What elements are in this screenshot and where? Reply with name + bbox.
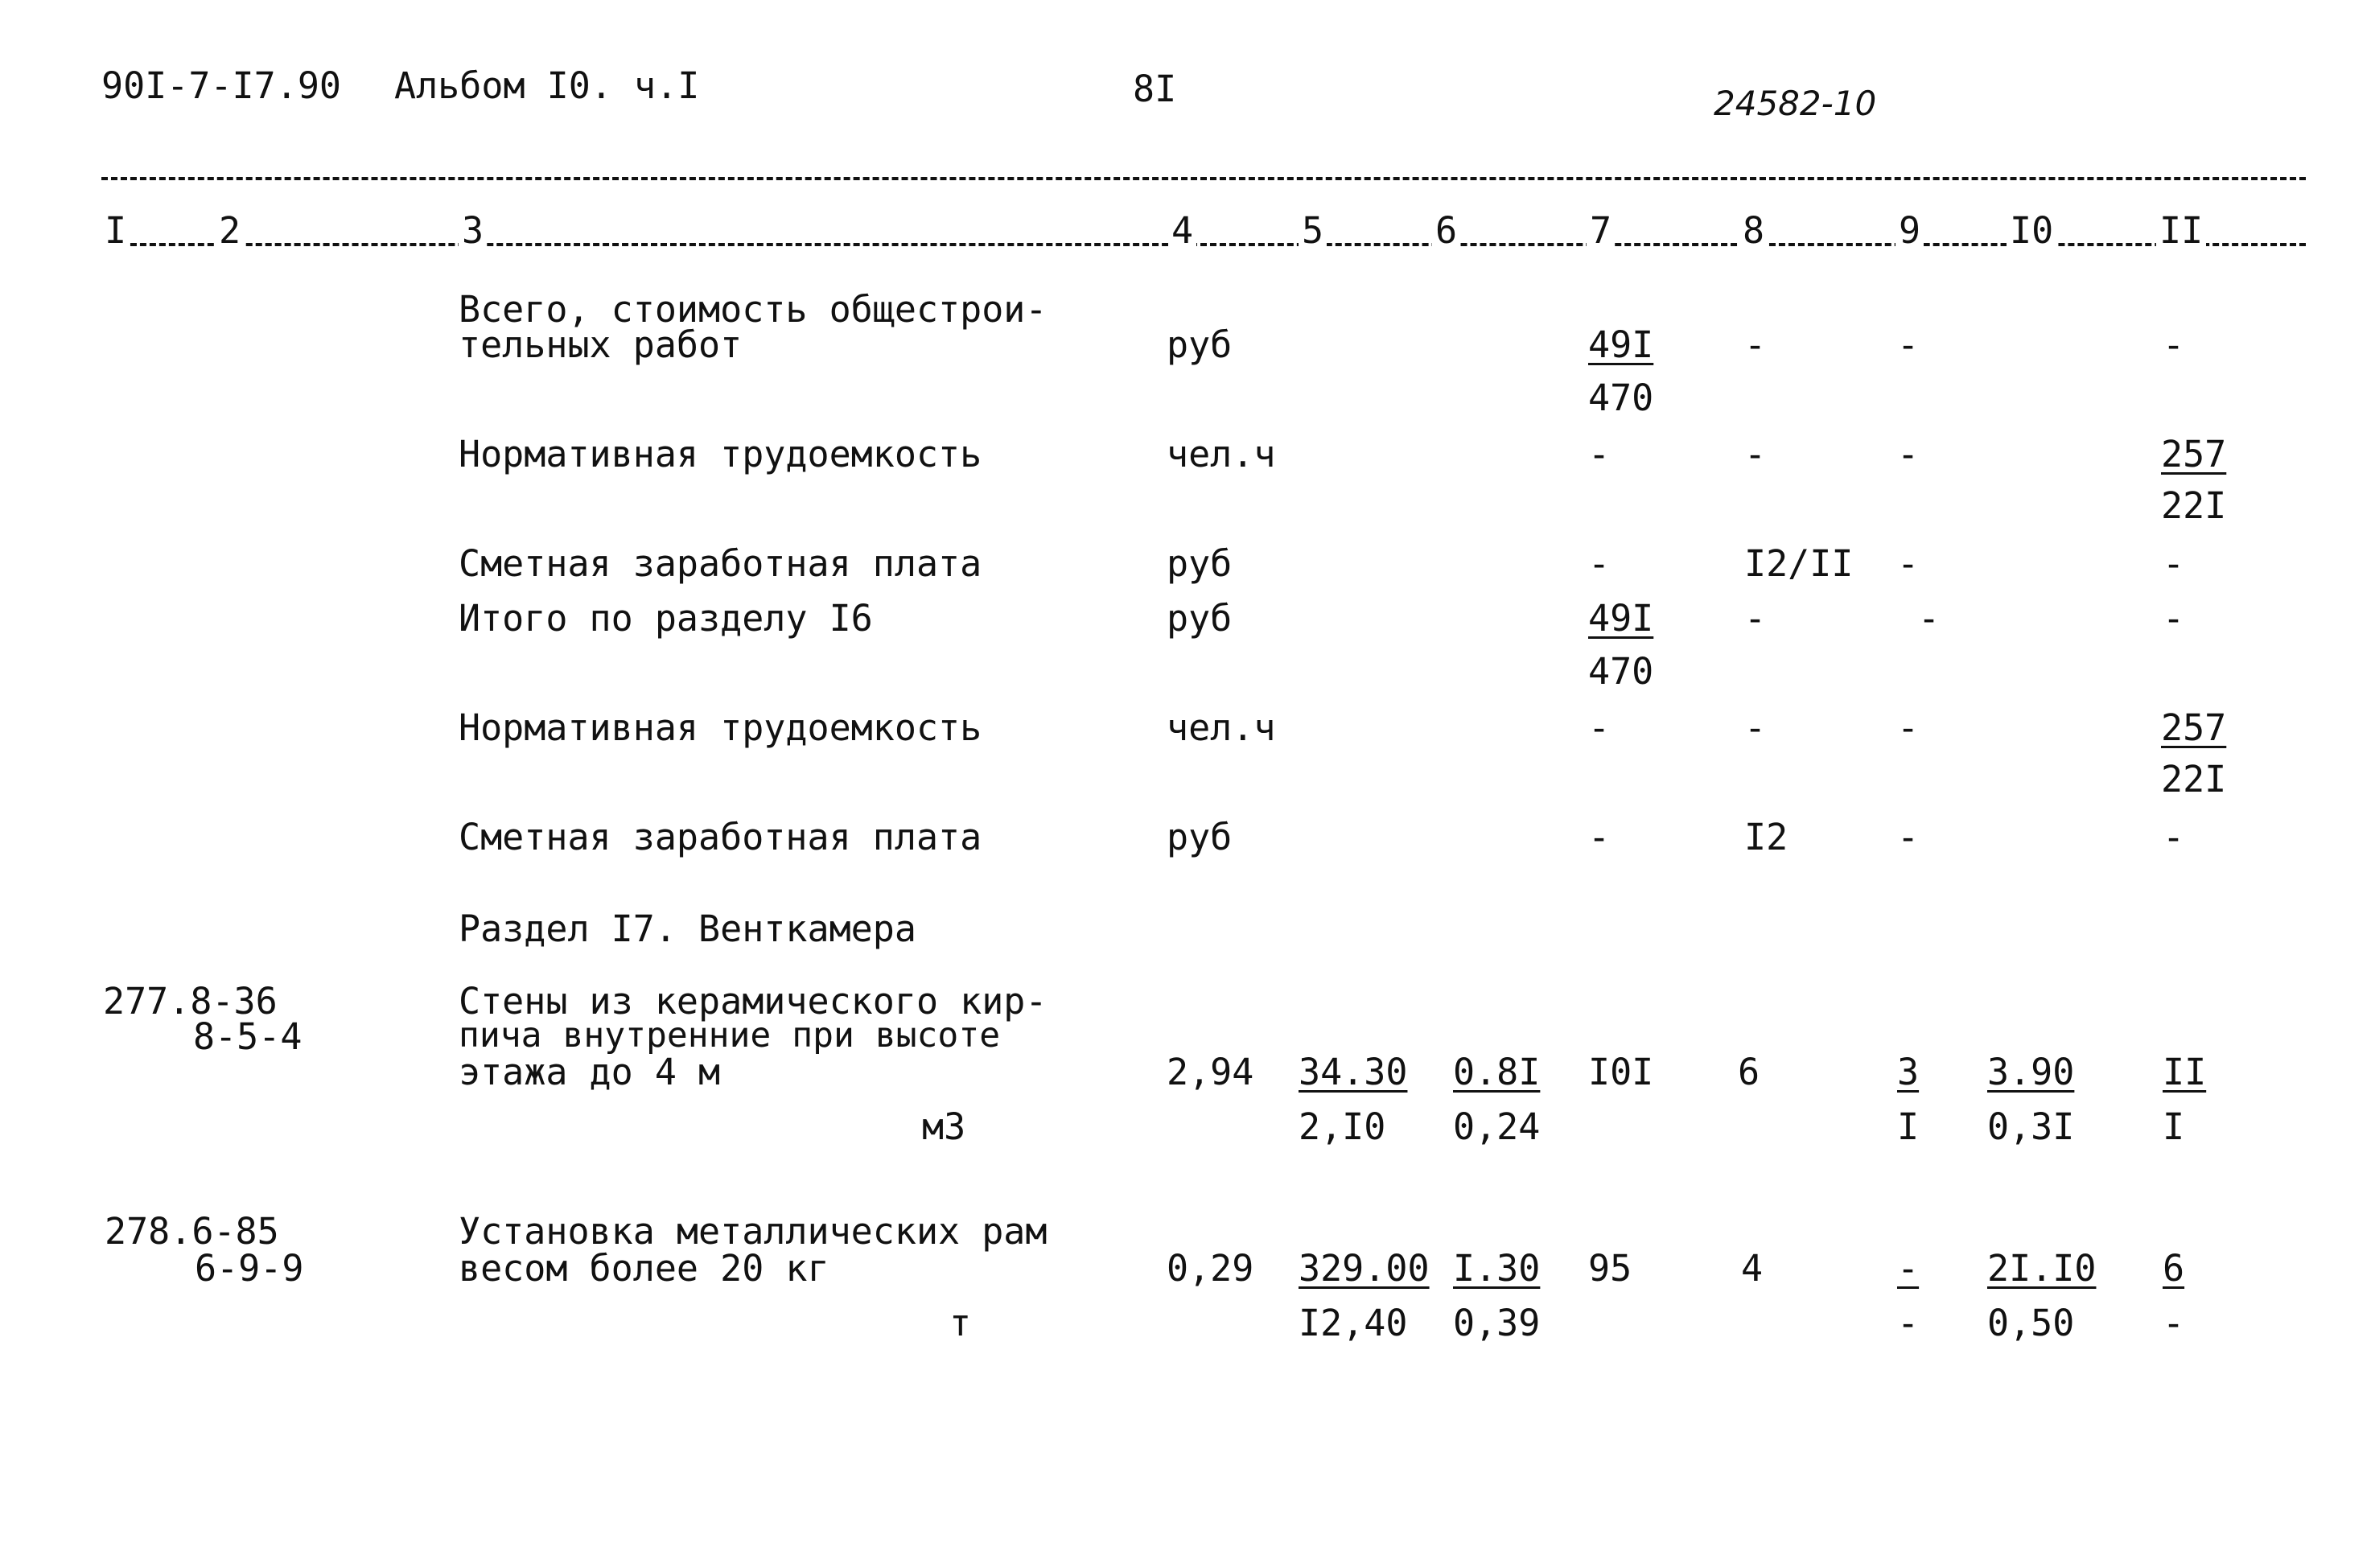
item277-col8: 6 xyxy=(1738,1051,1760,1093)
item278-col7: 95 xyxy=(1588,1247,1632,1290)
total-cost-unit: руб xyxy=(1167,323,1233,366)
labor-intensity-col11-bottom-2: 22I xyxy=(2161,758,2227,800)
labor-intensity-label-1: Нормативная трудоемкость xyxy=(459,433,982,475)
labor-intensity-label-2: Нормативная трудоемкость xyxy=(459,706,982,749)
labor-intensity-col7-2: - xyxy=(1588,706,1611,749)
total-cost-label-line2: тельных работ xyxy=(459,323,743,366)
total-cost-col11: - xyxy=(2163,323,2185,366)
section16-total-col7-bottom: 470 xyxy=(1588,650,1654,693)
column-number-11: II xyxy=(2156,212,2206,249)
total-cost-col8: - xyxy=(1744,323,1767,366)
item277-col6-bottom: 0,24 xyxy=(1453,1105,1541,1148)
estimated-wage-col9-2: - xyxy=(1897,816,1920,858)
column-number-2: 2 xyxy=(216,212,244,249)
column-number-6: 6 xyxy=(1432,212,1460,249)
section16-total-label: Итого по разделу I6 xyxy=(459,597,873,640)
item277-description-line1: Стены из керамического кир- xyxy=(459,980,1048,1023)
estimated-wage-col11-1: - xyxy=(2163,542,2185,585)
estimated-wage-col11-2: - xyxy=(2163,816,2185,858)
column-number-8: 8 xyxy=(1739,212,1768,249)
item278-col6-top: I.30 xyxy=(1453,1247,1541,1290)
item278-col10-top: 2I.I0 xyxy=(1987,1247,2097,1290)
section16-total-col11: - xyxy=(2163,597,2185,640)
item277-col6-top: 0.8I xyxy=(1453,1051,1541,1093)
item278-col5-top: 329.00 xyxy=(1299,1247,1430,1290)
total-cost-label-line1: Всего, стоимость общестрои- xyxy=(459,288,1048,331)
column-number-5: 5 xyxy=(1299,212,1327,249)
labor-intensity-col7-1: - xyxy=(1588,433,1611,475)
item278-description-line2: весом более 20 кг xyxy=(459,1247,829,1290)
inventory-stamp: 24582-10 xyxy=(1714,84,1877,123)
estimated-wage-unit-1: руб xyxy=(1167,542,1233,585)
section16-total-unit: руб xyxy=(1167,597,1233,640)
item277-code: 8-5-4 xyxy=(193,1015,303,1058)
labor-intensity-col11-bottom-1: 22I xyxy=(2161,484,2227,527)
estimated-wage-col8-2: I2 xyxy=(1744,816,1788,858)
item277-description-line2: пича внутренние при высоте xyxy=(459,1015,1001,1056)
item277-number: 277.8-36 xyxy=(103,980,278,1023)
column-number-3: 3 xyxy=(459,212,487,249)
labor-intensity-unit-1: чел.ч xyxy=(1167,433,1276,475)
item278-col10-bottom: 0,50 xyxy=(1987,1302,2075,1344)
item278-col8: 4 xyxy=(1741,1247,1764,1290)
column-number-9: 9 xyxy=(1895,212,1924,249)
item277-col11-bottom: I xyxy=(2163,1105,2185,1148)
column-number-10: I0 xyxy=(2007,212,2056,249)
labor-intensity-col8-1: - xyxy=(1744,433,1767,475)
estimated-wage-col7-2: - xyxy=(1588,816,1611,858)
section17-heading: Раздел I7. Венткамера xyxy=(459,907,916,950)
header-dashed-rule xyxy=(101,243,2306,246)
total-cost-col7-bottom: 470 xyxy=(1588,377,1654,419)
section16-total-col9: - xyxy=(1918,597,1941,640)
item278-col11-top: 6 xyxy=(2163,1247,2185,1290)
item277-description-line3: этажа до 4 м xyxy=(459,1051,721,1093)
total-cost-col7-top: 49I xyxy=(1588,323,1654,366)
top-dashed-rule xyxy=(101,177,2306,180)
item277-col7: I0I xyxy=(1588,1051,1654,1093)
estimated-wage-col7-1: - xyxy=(1588,542,1611,585)
total-cost-col9: - xyxy=(1897,323,1920,366)
item278-description-line1: Установка металлических рам xyxy=(459,1210,1048,1253)
item278-quantity: 0,29 xyxy=(1167,1247,1254,1290)
labor-intensity-col11-top-1: 257 xyxy=(2161,433,2227,475)
column-number-4: 4 xyxy=(1168,212,1196,249)
column-number-1: I xyxy=(101,212,130,249)
estimated-wage-label-1: Сметная заработная плата xyxy=(459,542,982,585)
item278-col6-bottom: 0,39 xyxy=(1453,1302,1541,1344)
item278-col9-top: - xyxy=(1897,1247,1920,1290)
item277-col10-bottom: 0,3I xyxy=(1987,1105,2075,1148)
labor-intensity-col9-1: - xyxy=(1897,433,1920,475)
item277-col10-top: 3.90 xyxy=(1987,1051,2075,1093)
page-number: 8I xyxy=(1133,68,1177,110)
estimated-wage-col8-1: I2/II xyxy=(1744,542,1854,585)
section16-total-col7-top: 49I xyxy=(1588,597,1654,640)
item277-quantity: 2,94 xyxy=(1167,1051,1254,1093)
labor-intensity-col9-2: - xyxy=(1897,706,1920,749)
document-code: 90I-7-I7.90 xyxy=(101,64,342,107)
item277-col9-bottom: I xyxy=(1897,1105,1920,1148)
item277-unit: м3 xyxy=(922,1105,966,1148)
item278-number: 278.6-85 xyxy=(105,1210,279,1253)
item277-col5-bottom: 2,I0 xyxy=(1299,1105,1386,1148)
item277-col9-top: 3 xyxy=(1897,1051,1920,1093)
labor-intensity-col11-top-2: 257 xyxy=(2161,706,2227,749)
section16-total-col8: - xyxy=(1744,597,1767,640)
column-number-7: 7 xyxy=(1587,212,1615,249)
item278-code: 6-9-9 xyxy=(195,1247,304,1290)
item278-unit: т xyxy=(949,1302,972,1344)
item277-col11-top: II xyxy=(2163,1051,2207,1093)
estimated-wage-unit-2: руб xyxy=(1167,816,1233,858)
album-label: Альбом I0. ч.I xyxy=(394,64,700,107)
item278-col9-bottom: - xyxy=(1897,1302,1920,1344)
item278-col5-bottom: I2,40 xyxy=(1299,1302,1408,1344)
labor-intensity-unit-2: чел.ч xyxy=(1167,706,1276,749)
estimated-wage-col9-1: - xyxy=(1897,542,1920,585)
item277-col5-top: 34.30 xyxy=(1299,1051,1408,1093)
labor-intensity-col8-2: - xyxy=(1744,706,1767,749)
item278-col11-bottom: - xyxy=(2163,1302,2185,1344)
estimated-wage-label-2: Сметная заработная плата xyxy=(459,816,982,858)
